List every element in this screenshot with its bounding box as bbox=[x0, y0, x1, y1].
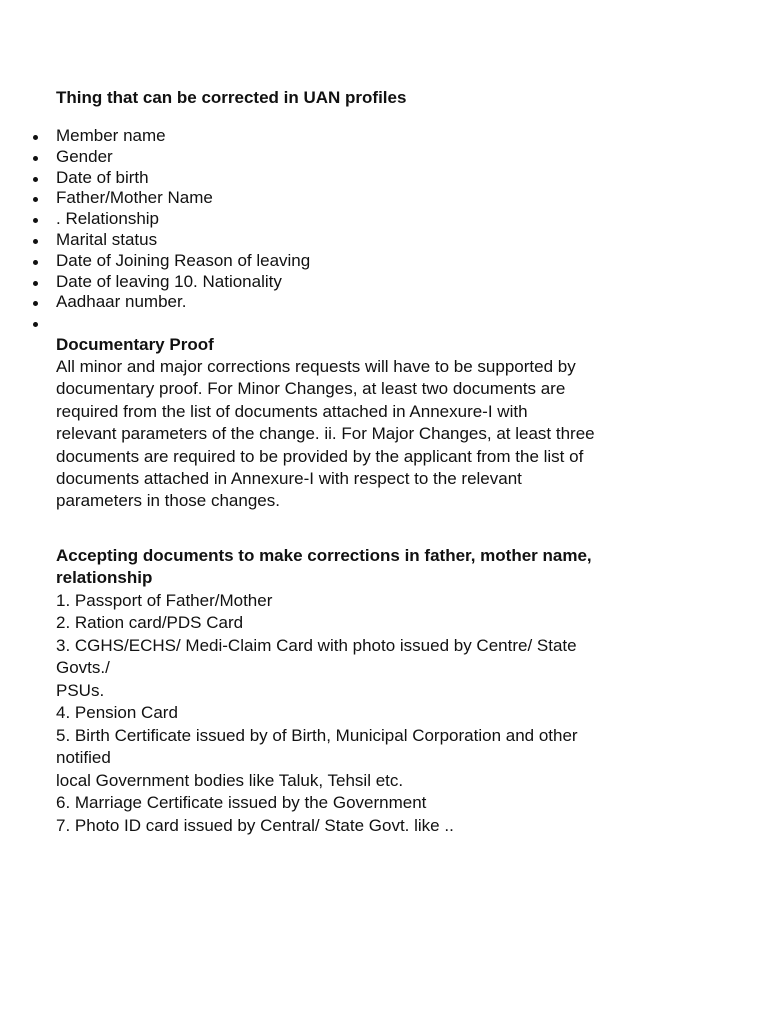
list-item-label: . Relationship bbox=[56, 209, 160, 229]
accepting-documents-title: Accepting documents to make corrections in father, mother name, bbox=[56, 546, 592, 565]
document-list-line: Govts./ bbox=[56, 658, 110, 678]
list-item-label: Date of Joining Reason of leaving bbox=[56, 250, 311, 270]
list-item bbox=[0, 292, 700, 313]
list-item bbox=[0, 251, 700, 272]
accepting-documents-section bbox=[56, 545, 716, 837]
list-item bbox=[0, 209, 700, 230]
paragraph-line: documents are required to be provided by the applicant from the list of bbox=[56, 446, 584, 466]
documentary-proof-title: Documentary Proof bbox=[56, 335, 214, 354]
list-item bbox=[0, 230, 700, 251]
correctable-fields-list bbox=[0, 126, 700, 334]
list-item-label: Date of birth bbox=[56, 167, 149, 187]
document-list-line: 2. Ration card/PDS Card bbox=[56, 613, 244, 633]
section-heading-uan-corrections: Thing that can be corrected in UAN profiles bbox=[56, 88, 407, 107]
list-item bbox=[0, 147, 700, 168]
list-item bbox=[0, 272, 700, 293]
list-item-label: Gender bbox=[56, 146, 113, 166]
accepting-documents-title: relationship bbox=[56, 568, 153, 588]
bullet-icon bbox=[33, 281, 38, 286]
list-item bbox=[0, 126, 700, 147]
bullet-icon bbox=[33, 239, 38, 244]
bullet-icon bbox=[33, 260, 38, 265]
document-list-line: 7. Photo ID card issued by Central/ State Govt. like .. bbox=[56, 815, 454, 835]
list-item-label: Marital status bbox=[56, 229, 158, 249]
document-list-line: 1. Passport of Father/Mother bbox=[56, 590, 273, 610]
list-item-label: Date of leaving 10. Nationality bbox=[56, 271, 282, 291]
document-list-line: 6. Marriage Certificate issued by the Government bbox=[56, 793, 427, 813]
bullet-icon bbox=[33, 177, 38, 182]
document-list-line: notified bbox=[56, 748, 111, 768]
paragraph-line: relevant parameters of the change. ii. For Major Changes, at least three bbox=[56, 424, 595, 444]
paragraph-line: documents attached in Annexure-I with respect to the relevant bbox=[56, 469, 522, 489]
bullet-icon bbox=[33, 197, 38, 202]
bullet-icon bbox=[33, 322, 38, 327]
list-item bbox=[0, 168, 700, 189]
document-list-line: 4. Pension Card bbox=[56, 703, 178, 723]
document-list-line: 5. Birth Certificate issued by of Birth, Municipal Corporation and other bbox=[56, 725, 578, 745]
document-list-line: PSUs. bbox=[56, 680, 105, 700]
list-item-label: Member name bbox=[56, 126, 166, 145]
paragraph-line: All minor and major corrections requests will have to be supported by bbox=[56, 357, 576, 376]
list-item bbox=[0, 188, 700, 209]
document-list-line: local Government bodies like Taluk, Tehsil etc. bbox=[56, 770, 404, 790]
list-item bbox=[0, 313, 700, 334]
bullet-icon bbox=[33, 218, 38, 223]
paragraph-line: parameters in those changes. bbox=[56, 491, 280, 511]
list-item-label: Aadhaar number. bbox=[56, 292, 187, 312]
documentary-proof-section bbox=[56, 334, 716, 513]
document-list-line: 3. CGHS/ECHS/ Medi-Claim Card with photo issued by Centre/ State bbox=[56, 635, 577, 655]
bullet-icon bbox=[33, 156, 38, 161]
bullet-icon bbox=[33, 135, 38, 140]
paragraph-line: documentary proof. For Minor Changes, at least two documents are bbox=[56, 379, 566, 399]
bullet-icon bbox=[33, 301, 38, 306]
list-item-label: Father/Mother Name bbox=[56, 188, 213, 208]
paragraph-line: required from the list of documents attached in Annexure-I with bbox=[56, 401, 528, 421]
